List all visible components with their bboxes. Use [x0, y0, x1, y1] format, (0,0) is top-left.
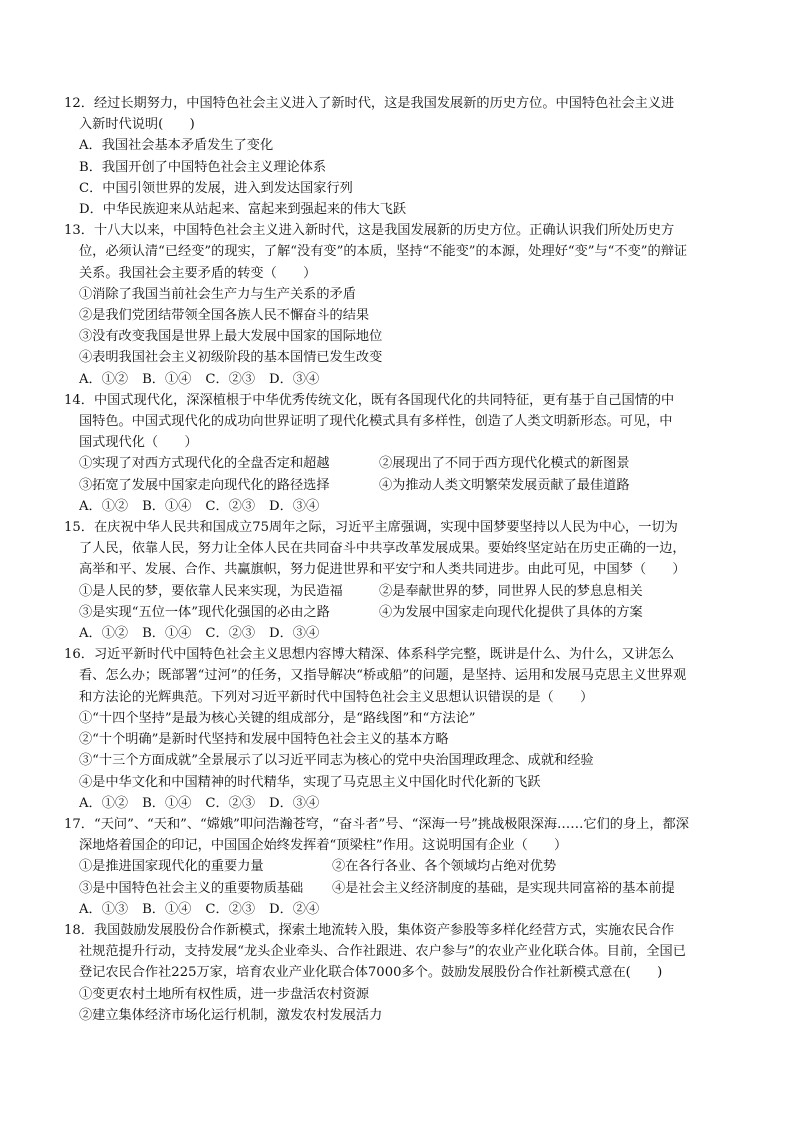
- option-a: A．我国社会基本矛盾发生了变化: [79, 138, 274, 154]
- statement-row: [64, 581, 734, 602]
- answer-c: C．②③: [205, 795, 256, 811]
- question-stem-line: 和方法论的光辉典范。下列对习近平新时代中国特色社会主义思想认识错误的是（ ）: [79, 689, 594, 705]
- question-15: [64, 517, 734, 644]
- question-stem-line: 了人民，依靠人民，努力让全体人民在共同奋斗中共享改革发展成果。要始终坚定站在历史正确的一边，: [79, 541, 686, 557]
- statement-4: ④是中华文化和中国精神的时代精华，实现了马克思主义中国化时代化新的飞跃: [79, 774, 541, 790]
- statement-3: ③是实现“五位一体”现代化强国的必由之路: [79, 604, 330, 620]
- answer-b: B．①④: [142, 901, 192, 917]
- option-d: D．中华民族迎来从站起来、富起来到强起来的伟大飞跃: [79, 202, 407, 218]
- question-stem-line: 社规范提升行动，支持发展“龙头企业牵头、合作社跟进、农户参与”的农业产业化联合体。目前，全国已: [79, 944, 686, 960]
- statement-4: ④为发展中国家走向现代化提供了具体的方案: [379, 604, 643, 620]
- statement-4: ④为推动人类文明繁荣发展贡献了最佳道路: [379, 477, 630, 493]
- answer-b: B．①④: [142, 371, 192, 387]
- question-stem-line: 看、怎么办；既部署“过河”的任务，又指导解决“桥或船”的问题，是坚持、运用和发展马克思主义世界观: [79, 668, 687, 684]
- statement-2: ②“十个明确”是新时代坚持和发展中国特色社会主义的基本方略: [79, 732, 449, 748]
- question-14: [64, 390, 734, 517]
- answer-choices: [64, 496, 734, 517]
- question-stem-line: 位，必须认清“已经变”的现实，了解“没有变”的本质，坚持“不能变”的本源，处理好“变”与“不变”的辩证: [79, 244, 688, 260]
- statement-1: ①是人民的梦，要依靠人民来实现，为民造福: [79, 583, 343, 599]
- statement-row: [64, 602, 734, 623]
- answer-choices: [64, 369, 734, 390]
- statement-row: [64, 453, 734, 474]
- question-stem-line: 17．“天问”、“天和”、“嫦娥”叩问浩瀚苍穹，“奋斗者”号、“深海一号”挑战极限深海……它们的身上，都深: [64, 816, 689, 832]
- statement-3: ③是中国特色社会主义的重要物质基础: [79, 880, 304, 896]
- statement-row: [64, 856, 734, 877]
- statement-3: ③拓宽了发展中国家走向现代化的路径选择: [79, 477, 330, 493]
- question-stem-line: 国式现代化（ ）: [79, 435, 198, 451]
- answer-b: B．①④: [142, 498, 192, 514]
- option-b: B．我国开创了中国特色社会主义理论体系: [79, 159, 327, 175]
- question-stem-line: 14．中国式现代化，深深植根于中华优秀传统文化，既有各国现代化的共同特征，更有基于自己国情的中: [64, 392, 675, 408]
- question-stem-line: 深地烙着国企的印记，中国国企始终发挥着“顶梁柱”作用。这说明国有企业（ ）: [79, 838, 568, 854]
- answer-a: A．①②: [79, 795, 129, 811]
- statement-3: ③没有改变我国是世界上最大发展中国家的国际地位: [79, 329, 383, 345]
- question-18: [64, 920, 734, 1026]
- statement-2: ②展现出了不同于西方现代化模式的新图景: [379, 456, 630, 472]
- statement-4: ④表明我国社会主义初级阶段的基本国情已发生改变: [79, 350, 383, 366]
- answer-c: C．②③: [205, 901, 256, 917]
- answer-d: D．③④: [269, 371, 320, 387]
- statement-2: ②是我们党团结带领全国各族人民不懈奋斗的结果: [79, 308, 370, 324]
- question-stem-line: 12．经过长期努力，中国特色社会主义进入了新时代，这是我国发展新的历史方位。中国特色社会主义进: [64, 96, 675, 111]
- statement-1: ①是推进国家现代化的重要力量: [79, 859, 264, 875]
- answer-a: A．①②: [79, 371, 129, 387]
- question-stem-line: 18．我国鼓励发展股份合作新模式，探索土地流转入股，集体资产参股等多样化经营方式，实施农民合作: [64, 922, 675, 938]
- answer-d: D．③④: [269, 795, 320, 811]
- statement-2: ②在各行各业、各个领域均占绝对优势: [332, 859, 557, 875]
- question-17: [64, 814, 734, 920]
- statement-4: ④是社会主义经济制度的基础，是实现共同富裕的基本前提: [332, 880, 675, 896]
- answer-b: B．①④: [142, 795, 192, 811]
- statement-1: ①变更农村土地所有权性质，进一步盘活农村资源: [79, 986, 370, 1002]
- answer-a: A．①②: [79, 626, 129, 642]
- answer-c: C．②③: [205, 626, 256, 642]
- question-stem-line: 13．十八大以来，中国特色社会主义进入新时代，这是我国发展新的历史方位。正确认识我们所处历史方: [64, 223, 675, 239]
- answer-d: D．②④: [269, 901, 320, 917]
- statement-1: ①实现了对西方式现代化的全盘否定和超越: [79, 456, 330, 472]
- question-16: [64, 644, 734, 814]
- statement-row: [64, 878, 734, 899]
- question-stem-line: 15．在庆祝中华人民共和国成立75周年之际，习近平主席强调，实现中国梦要坚持以人民为中心，一切为: [64, 520, 678, 536]
- option-c: C．中国引领世界的发展，进入到发达国家行列: [79, 180, 353, 196]
- question-stem-line: 登记农民合作社225万家，培育农业产业化联合体7000多个。鼓励发展股份合作社新模式意在( ): [79, 965, 663, 981]
- answer-choices: [64, 899, 734, 920]
- question-stem-line: 16．习近平新时代中国特色社会主义思想内容博大精深、体系科学完整，既讲是什么、为什么，又讲怎么: [64, 647, 675, 663]
- statement-3: ③“十三个方面成就”全景展示了以习近平同志为核心的党中央治国理政理念、成就和经验: [79, 753, 594, 769]
- question-13: [64, 220, 734, 390]
- statement-1: ①“十四个坚持”是最为核心关键的组成部分，是“路线图”和“方法论”: [79, 710, 476, 726]
- answer-a: A．①②: [79, 498, 129, 514]
- answer-d: D．③④: [269, 498, 320, 514]
- question-stem-line: 高举和平、发展、合作、共赢旗帜，努力促进世界和平安宁和人类共同进步。由此可见，中国梦（ ）: [79, 562, 686, 578]
- answer-d: D．③④: [269, 626, 320, 642]
- question-12: [64, 93, 734, 220]
- statement-2: ②建立集体经济市场化运行机制，激发农村发展活力: [79, 1007, 383, 1023]
- statement-row: [64, 475, 734, 496]
- answer-b: B．①④: [142, 626, 192, 642]
- question-stem-line: 国特色。中国式现代化的成功向世界证明了现代化模式具有多样性，创造了人类文明新形态。可见，中: [79, 414, 673, 430]
- question-stem-line: 入新时代说明( ): [79, 117, 195, 133]
- answer-a: A．①③: [79, 901, 129, 917]
- answer-c: C．②③: [205, 371, 256, 387]
- answer-choices: [64, 793, 734, 814]
- answer-c: C．②③: [205, 498, 256, 514]
- question-stem-line: 关系。我国社会主要矛盾的转变（ ）: [79, 265, 317, 281]
- answer-choices: [64, 623, 734, 644]
- statement-1: ①消除了我国当前社会生产力与生产关系的矛盾: [79, 286, 356, 302]
- statement-2: ②是奉献世界的梦，同世界人民的梦息息相关: [379, 583, 643, 599]
